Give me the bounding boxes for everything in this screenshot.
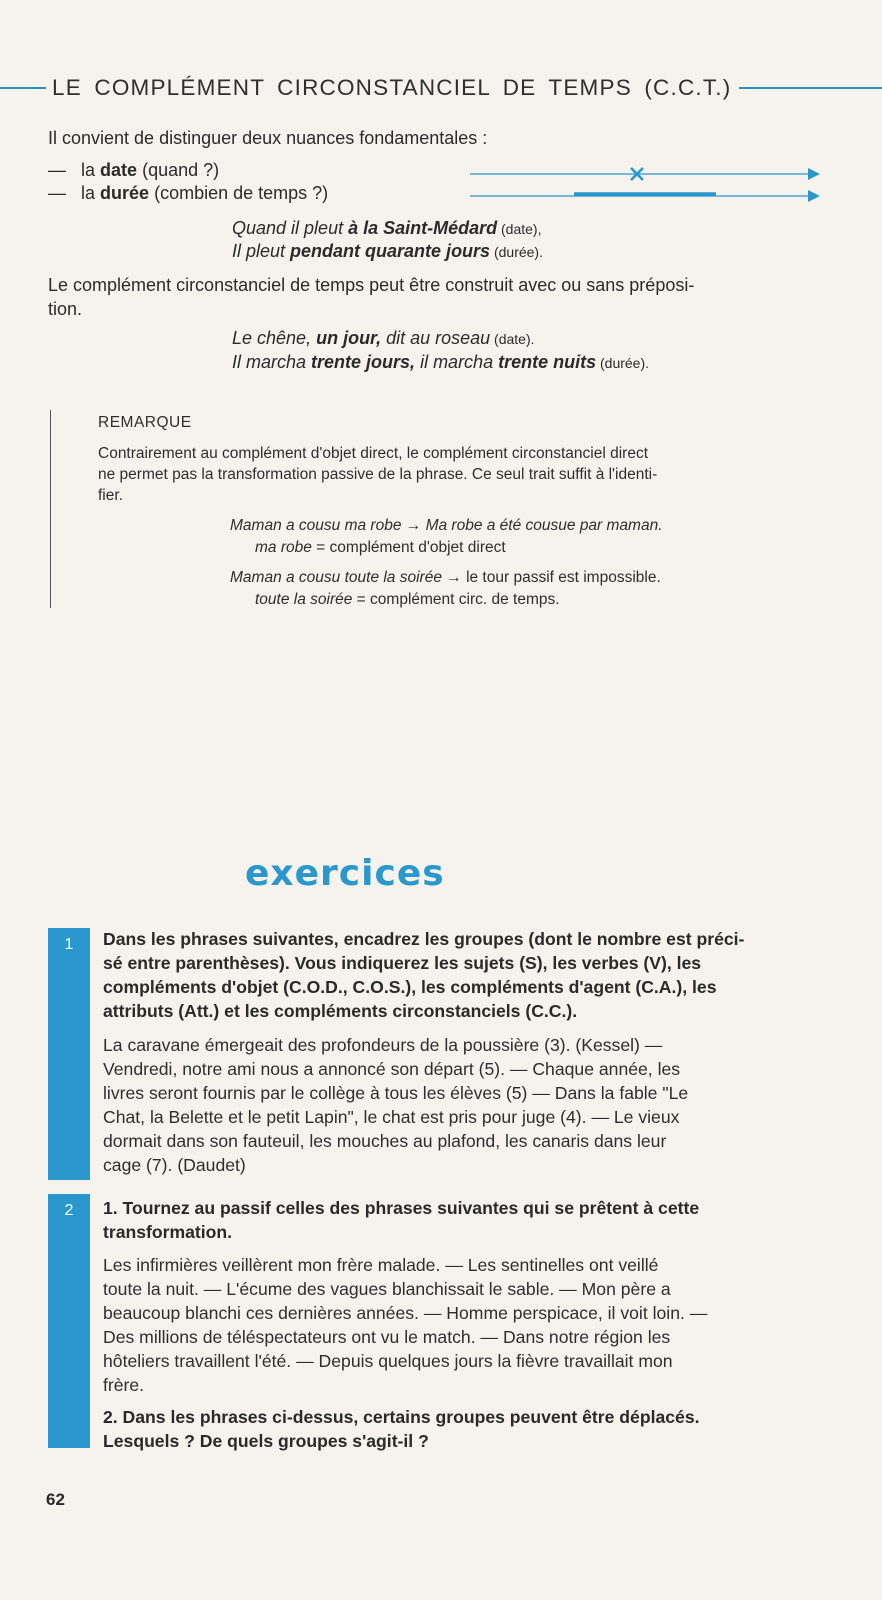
exercise-2-instructions: [103, 1196, 830, 1244]
page-number: 62: [46, 1490, 65, 1509]
paragraph-line: tion.: [48, 299, 83, 319]
example-text: Il pleut: [232, 241, 291, 261]
instruction-line: sé entre parenthèses). Vous indiquerez les sujets (S), les verbes (V), les: [103, 953, 702, 973]
term-duree: durée: [100, 183, 150, 203]
instruction-line: transformation.: [103, 1222, 233, 1242]
title-rule-right: [739, 87, 882, 89]
instruction-line: Lesquels ? De quels groupes s'agit-il ?: [103, 1431, 429, 1451]
example-text: Il marcha: [232, 352, 312, 372]
timeline-diagram: [470, 160, 830, 208]
date-timeline: [470, 168, 820, 180]
exercise-1-bar: [48, 928, 90, 1180]
title-rule-left: [0, 87, 46, 89]
example-ccT: un jour,: [316, 328, 382, 348]
sentence-line: Vendredi, notre ami nous a annoncé son départ (5). — Chaque année, les: [103, 1059, 681, 1079]
example-duree-line: [232, 239, 543, 264]
remark-heading: REMARQUE: [98, 414, 192, 431]
example-tag: (durée).: [490, 244, 543, 260]
sentence-line: dormait dans son fauteuil, les mouches au plafond, les canaris dans leur: [103, 1131, 667, 1151]
example-text: Quand il pleut: [232, 218, 349, 238]
exercise-number: 1: [64, 936, 74, 953]
nuance-duree: [48, 181, 328, 205]
example-date-line: [232, 216, 541, 241]
chapter-title: LE COMPLÉMENT CIRCONSTANCIEL DE TEMPS (C.C.T.): [52, 75, 732, 100]
instruction-line: compléments d'objet (C.O.D., C.O.S.), les compléments d'agent (C.A.), les: [103, 977, 717, 997]
sentence-line: cage (7). (Daudet): [103, 1155, 246, 1175]
sentence-line: toute la nuit. — L'écume des vagues blanchissait le sable. — Mon père a: [103, 1279, 671, 1299]
sentence-line: frère.: [103, 1375, 145, 1395]
remark-example2: [230, 567, 661, 588]
exercises-heading: exercices: [245, 853, 445, 894]
sentence-line: beaucoup blanchi ces dernières années. — Homme perspicace, il voit loin. —: [103, 1303, 708, 1323]
sentence-line: Les infirmières veillèrent mon frère malade. — Les sentinelles ont veillé: [103, 1255, 659, 1275]
exercise-2-question-2: [103, 1405, 830, 1453]
term-note: (combien de temps ?): [154, 183, 329, 203]
exercise-1: [103, 927, 830, 1177]
remark-analysis: = complément circ. de temps.: [352, 591, 560, 608]
nuance-date: [48, 158, 219, 182]
remark-text: [98, 443, 818, 506]
exercise-1-sentences: [103, 1033, 830, 1177]
remark-example-text: toute la soirée: [255, 591, 353, 608]
remark-rule: [50, 410, 51, 608]
instruction-line: attributs (Att.) et les compléments circonstanciels (C.C.).: [103, 1001, 578, 1021]
exercise-1-instructions: [103, 927, 830, 1023]
term-date: date: [100, 160, 138, 180]
example-text: dit au roseau: [381, 328, 491, 348]
list-dash: —: [48, 183, 66, 203]
instruction-line: 1. Tournez au passif celles des phrases suivantes qui se prêtent à cette: [103, 1198, 700, 1218]
remark-line: Contrairement au complément d'objet direct, le complément circonstanciel direct: [98, 445, 649, 462]
example-ccT: trente nuits: [498, 352, 597, 372]
list-article: la: [81, 183, 96, 203]
remark-analysis: = complément d'objet direct: [311, 539, 506, 556]
chapter-title-bar: [0, 68, 882, 108]
example-ccT: trente jours,: [311, 352, 416, 372]
intro-text: Il convient de distinguer deux nuances fondamentales :: [48, 128, 488, 148]
list-article: la: [81, 160, 96, 180]
remark-line: ne permet pas la transformation passive de la phrase. Ce seul trait suffit à l'identi-: [98, 466, 658, 483]
remark-example-text: Ma robe a été cousue par maman.: [425, 517, 663, 534]
sentence-line: Chat, la Belette et le petit Lapin", le chat est pris pour juge (4). — Le vieux: [103, 1107, 680, 1127]
paragraph-line: Le complément circonstanciel de temps peut être construit avec ou sans préposi-: [48, 275, 695, 295]
example-tag: (date).: [490, 331, 535, 347]
remark-example-text: ma robe: [255, 539, 312, 556]
remark-example1: [230, 515, 663, 536]
sentence-line: La caravane émergeait des profondeurs de la poussière (3). (Kessel) —: [103, 1035, 663, 1055]
example-tag: (date),: [497, 221, 542, 237]
example2-line2: [232, 350, 649, 375]
arrow-icon: →: [401, 517, 426, 534]
remark-example-text: Maman a cousu ma robe: [230, 517, 402, 534]
remark-analysis: → le tour passif est impossible.: [441, 569, 661, 586]
instruction-line: Dans les phrases suivantes, encadrez les groupes (dont le nombre est préci-: [103, 929, 745, 949]
exercise-2: [103, 1196, 830, 1453]
exercise-2-sentences: [103, 1253, 830, 1397]
example-text: il marcha: [415, 352, 499, 372]
sentence-line: Des millions de téléspectateurs ont vu le match. — Dans notre région les: [103, 1327, 671, 1347]
remark-line: fier.: [98, 487, 123, 504]
example2-line1: [232, 326, 535, 351]
remark-example-text: Maman a cousu toute la soirée: [230, 569, 442, 586]
sentence-line: hôteliers travaillent l'été. — Depuis quelques jours la fièvre travaillait mon: [103, 1351, 673, 1371]
paragraph-construction: [48, 273, 828, 321]
list-dash: —: [48, 160, 66, 180]
term-note: (quand ?): [142, 160, 220, 180]
sentence-line: livres seront fournis par le collège à tous les élèves (5) — Dans la fable "Le: [103, 1083, 689, 1103]
remark-example2-analysis: [255, 589, 560, 610]
remark-example1-analysis: [255, 537, 506, 558]
instruction-line: 2. Dans les phrases ci-dessus, certains groupes peuvent être déplacés.: [103, 1407, 700, 1427]
duree-timeline: [470, 190, 820, 202]
example-ccT: à la Saint-Médard: [348, 218, 498, 238]
exercise-number: 2: [64, 1202, 74, 1219]
exercise-2-bar: [48, 1194, 90, 1448]
example-text: Le chêne,: [232, 328, 317, 348]
example-tag: (durée).: [596, 355, 650, 371]
example-ccT: pendant quarante jours: [290, 241, 491, 261]
